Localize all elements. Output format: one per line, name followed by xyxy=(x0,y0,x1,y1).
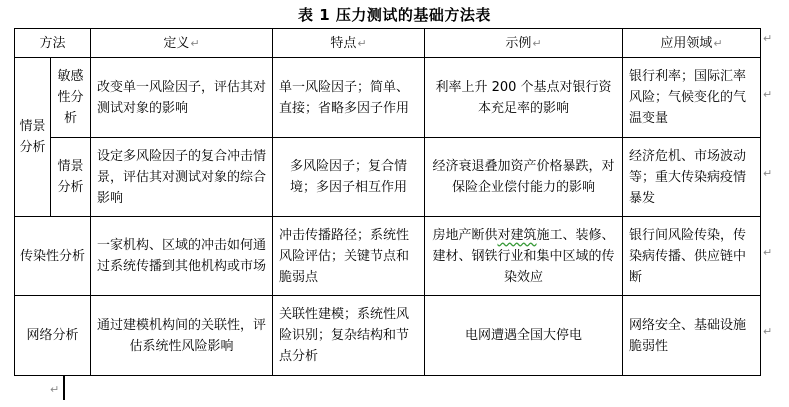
text-cursor xyxy=(63,376,65,400)
row-end-mark: ↵ xyxy=(763,88,773,101)
application-cell: 经济危机、市场波动等；重大传染病疫情暴发 xyxy=(623,138,761,217)
header-definition: 定义↵ xyxy=(91,29,273,58)
table-row xyxy=(15,296,761,376)
example-cell: 房地产断供对建筑施工、装修、建材、钢铁行业和集中区域的传染效应 xyxy=(425,217,623,296)
method-sensitivity: 敏感性分析 xyxy=(51,58,91,138)
application-cell: 网络安全、基础设施脆弱性 xyxy=(623,296,761,376)
method-contagion: 传染性分析 xyxy=(15,217,91,296)
application-cell: 银行利率；国际汇率风险；气候变化的气温变量 xyxy=(623,58,761,138)
paragraph-mark: ↵ xyxy=(190,36,200,50)
table-row xyxy=(15,217,761,296)
paragraph-mark: ↵ xyxy=(357,36,367,50)
header-row xyxy=(15,29,761,58)
features-cell: 多风险因子；复合情境；多因子相互作用 xyxy=(273,138,425,217)
table-row xyxy=(15,138,761,217)
header-method: 方法 xyxy=(15,29,91,58)
row-end-mark: ↵ xyxy=(763,32,773,45)
method-network: 网络分析 xyxy=(15,296,91,376)
scenario-group-label: 情景分析 xyxy=(15,58,51,217)
header-application: 应用领域↵ xyxy=(623,29,761,58)
paragraph-mark: ↵ xyxy=(532,36,542,50)
definition-cell: 通过建模机构间的关联性，评估系统性风险影响 xyxy=(91,296,273,376)
application-cell: 银行间风险传染，传染病传播、供应链中断 xyxy=(623,217,761,296)
header-features: 特点↵ xyxy=(273,29,425,58)
stress-test-methods-table xyxy=(14,28,761,376)
method-scenario: 情景分析 xyxy=(51,138,91,217)
definition-cell: 一家机构、区域的冲击如何通过系统传播到其他机构或市场 xyxy=(91,217,273,296)
features-cell: 关联性建模；系统性风险识别；复杂结构和节点分析 xyxy=(273,296,425,376)
row-end-mark: ↵ xyxy=(763,246,773,259)
table-caption: 表 1 压力测试的基础方法表 xyxy=(298,6,491,24)
definition-cell: 设定多风险因子的复合冲击情景，评估其对测试对象的综合影响 xyxy=(91,138,273,217)
spellcheck-underline: 对建筑 xyxy=(497,227,537,243)
paragraph-mark: ↵ xyxy=(50,383,60,396)
example-cell: 经济衰退叠加资产价格暴跌，对保险企业偿付能力的影响 xyxy=(425,138,623,217)
example-cell: 利率上升 200 个基点对银行资本充足率的影响 xyxy=(425,58,623,138)
definition-cell: 改变单一风险因子，评估其对测试对象的影响 xyxy=(91,58,273,138)
header-example: 示例↵ xyxy=(425,29,623,58)
row-end-mark: ↵ xyxy=(763,167,773,180)
features-cell: 单一风险因子；简单、直接；省略多因子作用 xyxy=(273,58,425,138)
table-row xyxy=(15,58,761,138)
features-cell: 冲击传播路径；系统性风险评估；关键节点和脆弱点 xyxy=(273,217,425,296)
example-cell: 电网遭遇全国大停电 xyxy=(425,296,623,376)
paragraph-mark: ↵ xyxy=(713,36,723,50)
row-end-mark: ↵ xyxy=(763,325,773,338)
